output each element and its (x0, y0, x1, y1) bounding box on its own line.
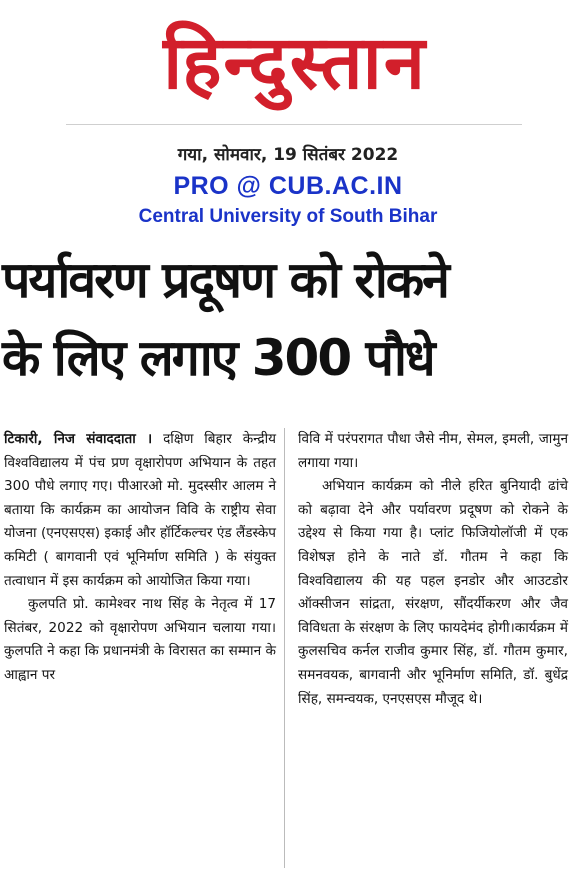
column-divider (284, 428, 285, 868)
dateline: गया, सोमवार, 19 सितंबर 2022 (177, 145, 399, 165)
article-paragraph: अभियान कार्यक्रम को नीले हरित बुनियादी ढांचे को बढ़ावा देने और पर्यावरण प्रदूषण को रोकने के उद्देश्य से किया गया है। प्लांट फिजियोलॉजी में एक विशेषज्ञ होने के नाते डॉ. गौतम ने कहा कि विश्वविद्यालय की यह पहल इनडोर और आउटडोर ऑक्सीजन सांद्रता, संरक्षण, सौंदर्यीकरण और जैव विविधता के संरक्षण के लिए फायदेमंद होगी।कार्यक्रम में कुलसचिव कर्नल राजीव कुमार सिंह, डॉ. गौतम कुमार, समनवयक, बागवानी और भूनिर्माण समिति, डॉ. बुधेंद्र सिंह, समन्वयक, एनएसएस मौजूद थे। (298, 478, 568, 707)
article-column-left (4, 428, 276, 688)
article-text: दक्षिण बिहार केन्द्रीय विश्वविद्यालय में पंच प्रण वृक्षारोपण अभियान के तहत 300 पौधे लगाए गए। पीआरओ मो. मुदस्सीर आलम ने बताया कि कार्यक्रम का आयोजन विवि के राष्ट्रीय सेवा योजना (एनएसएस) इकाई और हॉर्टिकल्चर एंड लैंडस्केप कमिटी ( बागवानी एवं भूनिर्माण समिति ) के संयुक्त तत्वाधान में इस कार्यक्रम को आयोजित किया गया। (4, 431, 276, 589)
newspaper-masthead-logo: हिन्दुस्तान (163, 20, 427, 106)
masthead-divider (66, 124, 522, 125)
article-paragraph: कुलपति प्रो. कामेश्वर नाथ सिंह के नेतृत्व में 17 सितंबर, 2022 को वृक्षारोपण अभियान चलाया गया। कुलपति ने कहा कि प्रधानमंत्री के विरासत का सम्मान के आह्वान पर (4, 596, 276, 683)
headline-line-2: के लिए लगाए 300 पौधे (2, 329, 434, 387)
article-column-right (298, 428, 568, 711)
article-paragraph (4, 428, 276, 593)
byline: टिकारी, निज संवाददाता । (4, 431, 153, 447)
article-paragraph: विवि में परंपरागत पौधा जैसे नीम, सेमल, इमली, जामुन लगाया गया। (298, 431, 568, 471)
pro-credit-line: PRO @ CUB.AC.IN (173, 172, 403, 200)
headline-line-1: पर्यावरण प्रदूषण को रोकने (2, 251, 448, 309)
university-credit-line: Central University of South Bihar (138, 206, 438, 227)
